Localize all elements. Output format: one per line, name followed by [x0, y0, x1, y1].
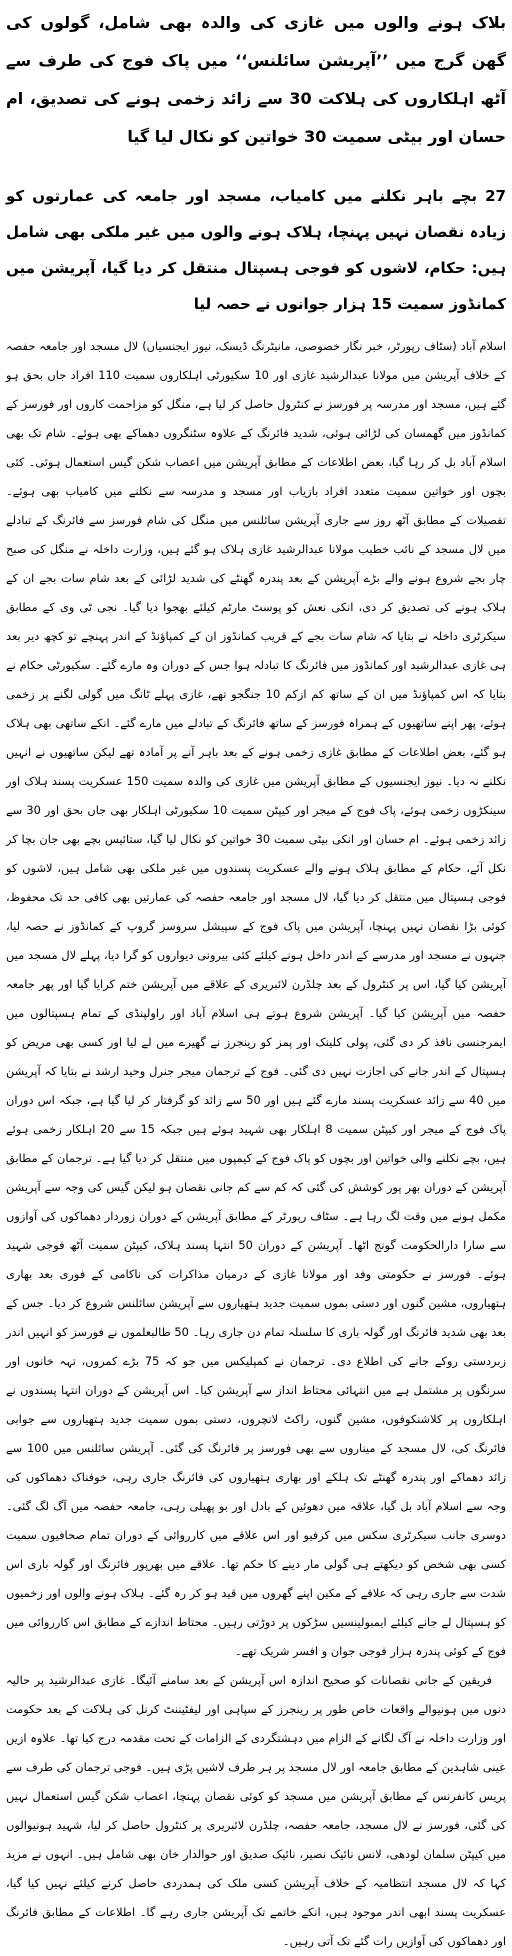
article-paragraph: اسلام آباد (سٹاف رپورٹر، خبر نگار خصوصی، مانیٹرنگ ڈیسک، نیوز ایجنسیاں) لال مسجد اور جامعہ حفصہ کے خلاف آپریشن میں مولانا عبدالرشید غازی اور 10 سکیورٹی اہلکاروں سمیت 110 افراد جاں بحق ہو گئے ہیں، مسجد اور مدرسہ پر فورسز نے کنٹرول حاصل کر لیا ہے، منگل کو مزاحمت کاروں اور فورسز کے کمانڈوز میں گھمسان کی لڑائی ہوئی، شدید فائرنگ کے علاوہ سٹنگروں دھماکے بھی ہوئے۔ شام تک بھی اسلام آباد بل کر رہا گیا، بعض اطلاعات کے مطابق آپریشن میں اعصاب شکن گیس استعمال ہوئی۔ کئی بچوں اور خواتین سمیت متعدد افراد بازیاب اور مسجد و مدرسہ سے نکلنے میں کامیاب بھی ہوئے۔ تفصیلات کے مطابق آٹھ روز سے جاری آپریشن سائلنس میں منگل کی شام فورسز سے فائرنگ کے تبادلے میں لال مسجد کے نائب خطیب مولانا عبدالرشید غازی ہلاک ہو گئے ہیں، وزارت داخلہ نے منگل کی صبح چار بجے شروع ہونے والے بڑے آپریشن کے بعد پندرہ گھنٹے کی شدید لڑائی کے بعد شام سات بجے ان کے ہلاک ہونے کی تصدیق کر دی، انکی نعش کو پوسٹ مارٹم کیلئے بھجوا دیا گیا۔ نجی ٹی وی کے مطابق سیکرٹری داخلہ نے بتایا کہ شام سات بجے کے قریب کمانڈوز ان کے کمپاؤنڈ کے اندر پہنچے تو کچھ دیر بعد ہی غازی عبدالرشید اور کمانڈوز میں فائرنگ کا تبادلہ ہوا جس کے دوران وہ مارے گئے۔ سکیورٹی حکام نے بتایا کہ اس کمپاؤنڈ میں ان کے ساتھ کم ازکم 10 جنگجو تھے، غازی پہلے ٹانگ میں گولی لگنے پر زخمی ہوئے، پھر اپنے ساتھیوں کے ہمراہ فورسز کے ساتھ فائرنگ کے تبادلے میں مارے گئے۔ انکے ساتھی بھی ہلاک ہو گئے، بعض اطلاعات کے مطابق غازی زخمی ہونے کے بعد باہر آنے پر آمادہ تھے لیکن ساتھیوں نے انہیں نکلنے نہ دیا۔ نیوز ایجنسیوں کے مطابق آپریشن میں غازی کی والدہ سمیت 150 عسکریت پسند ہلاک اور سینکڑوں زخمی ہوئے، پاک فوج کے میجر اور کیپٹن سمیت 10 سکیورٹی اہلکار بھی جاں بحق اور 30 سے زائد زخمی ہوئے۔ ام حسان اور انکی بیٹی سمیت 30 خواتین کو نکال لیا گیا، ستائیس بچے بھی جان بچا کر نکل آئے، حکام کے مطابق ہلاک ہونے والے عسکریت پسندوں میں غیر ملکی بھی شامل ہیں، لاشوں کو فوجی ہسپتال میں منتقل کر دیا گیا، لال مسجد اور جامعہ حفصہ کی عمارتیں بھی کافی حد تک محفوظ، کوئی بڑا نقصان نہیں پہنچا، آپریشن میں پاک فوج کے سپیشل سروسز گروپ کے کمانڈوز نے حصہ لیا، جنہوں نے مسجد اور مدرسے کے اندر داخل ہونے کیلئے کئی بیرونی دیواروں کو گرا دیا، پہلے لال مسجد میں آپریشن کیا گیا، اس پر کنٹرول کے بعد چلڈرن لائبریری کے علاقے میں آپریشن ختم کرایا گیا اور پھر جامعہ حفصہ میں آپریشن کیا گیا۔ آپریشن شروع ہوتے ہی اسلام آباد اور راولپنڈی کے تمام ہسپتالوں میں ایمرجنسی نافذ کر دی گئی، پولی کلینک اور پمز کو رینجرز نے گھیرے میں لے لیا اور کسی بھی مریض کو ہسپتال کے اندر جانے کی اجازت نہیں دی گئی۔ فوج کے ترجمان میجر جنرل وحید ارشد نے بتایا کہ آپریشن میں 40 سے زائد عسکریت پسند مارے گئے ہیں اور 50 سے زائد کو گرفتار کر لیا گیا ہے، جبکہ اس دوران پاک فوج کے میجر اور کیپٹن سمیت 8 اہلکار بھی شہید ہوئے ہیں جبکہ 15 سے 20 اہلکار زخمی ہوئے ہیں، بچے نکلنے والی خواتین اور بچوں کو پاک فوج کے کیمپوں میں منتقل کر دیا گیا ہے۔ ترجمان کے مطابق آپریشن کے دوران بھر پور کوشش کی گئی کہ کم سے کم جانی نقصان ہو لیکن گیس کی وجہ سے آپریشن مکمل ہونے میں وقت لگ رہا ہے۔ سٹاف رپورٹر کے مطابق آپریشن کے دوران زوردار دھماکوں کی آوازوں سے سارا دارالحکومت گونج اٹھا۔ آپریشن کے دوران 50 انتہا پسند ہلاک، کیپٹن سمیت آٹھ فوجی شہید ہوئے۔ فورسز نے حکومتی وفد اور مولانا غازی کے درمیان مذاکرات کی ناکامی کے فوری بعد بھاری ہتھیاروں، مشین گنوں اور دستی بموں سمیت جدید ہتھیاروں سے آپریشن سائلنس شروع کر دیا۔ جس کے بعد بھی شدید فائرنگ اور گولہ باری کا سلسلہ تمام دن جاری رہا۔ 50 طالبعلموں نے فورسز کو انہیں اندر زبردستی روکے جانے کی اطلاع دی۔ ترجمان نے کمپلیکس میں جو کہ 75 بڑے کمروں، تہہ خانوں اور سرنگوں پر مشتمل ہے میں انتہائی محتاط انداز سے آپریشن کیا۔ اس آپریشن کے دوران انتہا پسندوں نے اہلکاروں پر کلاشنکوفوں، مشین گنوں، راکٹ لانچروں، دستی بموں سمیت جدید ہتھیاروں سے جوابی فائرنگ کی، لال مسجد کے میناروں سے بھی فورسز پر فائرنگ کی گئی۔ آپریشن سائلنس میں 100 سے زائد دھماکے اور پندرہ گھنٹے تک ہلکے اور بھاری ہتھیاروں کی فائرنگ جاری رہی، خوفناک دھماکوں کی وجہ سے اسلام آباد بل گیا، علاقہ میں دھوئیں کے بادل اور بو پھیلی رہی، جامعہ حفصہ میں آگ لگ گئی۔ دوسری جانب سیکرٹری سکس میں کرفیو اور اس علاقے میں کارروائی کے دوران تمام صحافیوں سمیت کسی بھی شخص کو دیکھتے ہی گولی مار دینے کا حکم تھا۔ علاقے میں بھرپور فائرنگ اور گولہ باری اس شدت سے جاری رہی کہ علاقے کے مکین اپنے گھروں میں قید ہو کر رہ گئے۔ ہلاک ہونے والوں اور زخمیوں کو ہسپتال لے جانے کیلئے ایمبولینسیں سڑکوں پر دوڑتی رہیں۔ محتاط اندازے کے مطابق اس کارروائی میں فوج کے کوئی پندرہ ہزار فوجی جوان و افسر شریک تھے۔: [6, 339, 507, 1658]
subheadline: 27 بچے باہر نکلنے میں کامیاب، مسجد اور جامعہ کی عمارتوں کو زیادہ نقصان نہیں پہنچا، ہلاک ہونے والوں میں غیر ملکی بھی شامل ہیں: حکام، لاشوں کو فوجی ہسپتال منتقل کر دیا گیا، آپریشن میں کمانڈوز سمیت 15 ہزار جوانوں نے حصہ لیا: [6, 187, 506, 313]
article-body: [6, 332, 506, 1956]
article-paragraph: فریقین کے جانی نقصانات کو صحیح اندازہ اس آپریشن کے بعد سامنے آئیگا۔ غازی عبدالرشید پر حالیہ دنوں میں ہونیوالے واقعات خاص طور پر رینجرز کے سپاہی اور لیفٹیننٹ کرنل کی ہلاکت کے بعد حکومت اور وزارت داخلہ نے آگ لگانے کے الزام میں دہشتگردی کے الزامات کے تحت مقدمہ درج کیا تھا۔ علاوہ ازیں عینی شاہدین کے مطابق جامعہ اور لال مسجد پر ہر طرف لاشیں پڑی ہیں۔ فوجی ترجمان کی طرف سے پریس کانفرنس کے مطابق آپریشن میں مسجد کو کوئی نقصان پہنچا، اعصاب شکن گیس استعمال نہیں کی گئی، فورسز نے لال مسجد، جامعہ حفصہ، چلڈرن لائبریری پر کنٹرول حاصل کر لیا، شہید ہونیوالوں میں کیپٹن سلمان لودھی، لانس نائیک نصیر، نائیک صدیق اور حوالدار خان بھی شامل ہیں۔ انہوں نے مزید کہا کہ لال مسجد انتظامیہ کے خلاف آپریشن کسی ملک کی ہمدردی حاصل کرنے کیلئے نہیں کیا گیا، عسکریت پسند ابھی اندر موجود ہیں، انکے خاتمے تک آپریشن جاری رہے گا۔ اطلاعات کے مطابق فائرنگ اور دھماکوں کی آوازیں رات گئے تک آتی رہیں۔: [6, 1673, 506, 1948]
headline: بلاک ہونے والوں میں غازی کی والدہ بھی شامل، گولوں کی گھن گرج میں ’’آپریشن سائلنس‘‘ میں پاک فوج کی طرف سے آٹھ اہلکاروں کی ہلاکت 30 سے زائد زخمی ہونے کی تصدیق، ام حسان اور بیٹی سمیت 30 خواتین کو نکال لیا گیا: [6, 13, 507, 146]
news-article: [6, 0, 506, 1956]
